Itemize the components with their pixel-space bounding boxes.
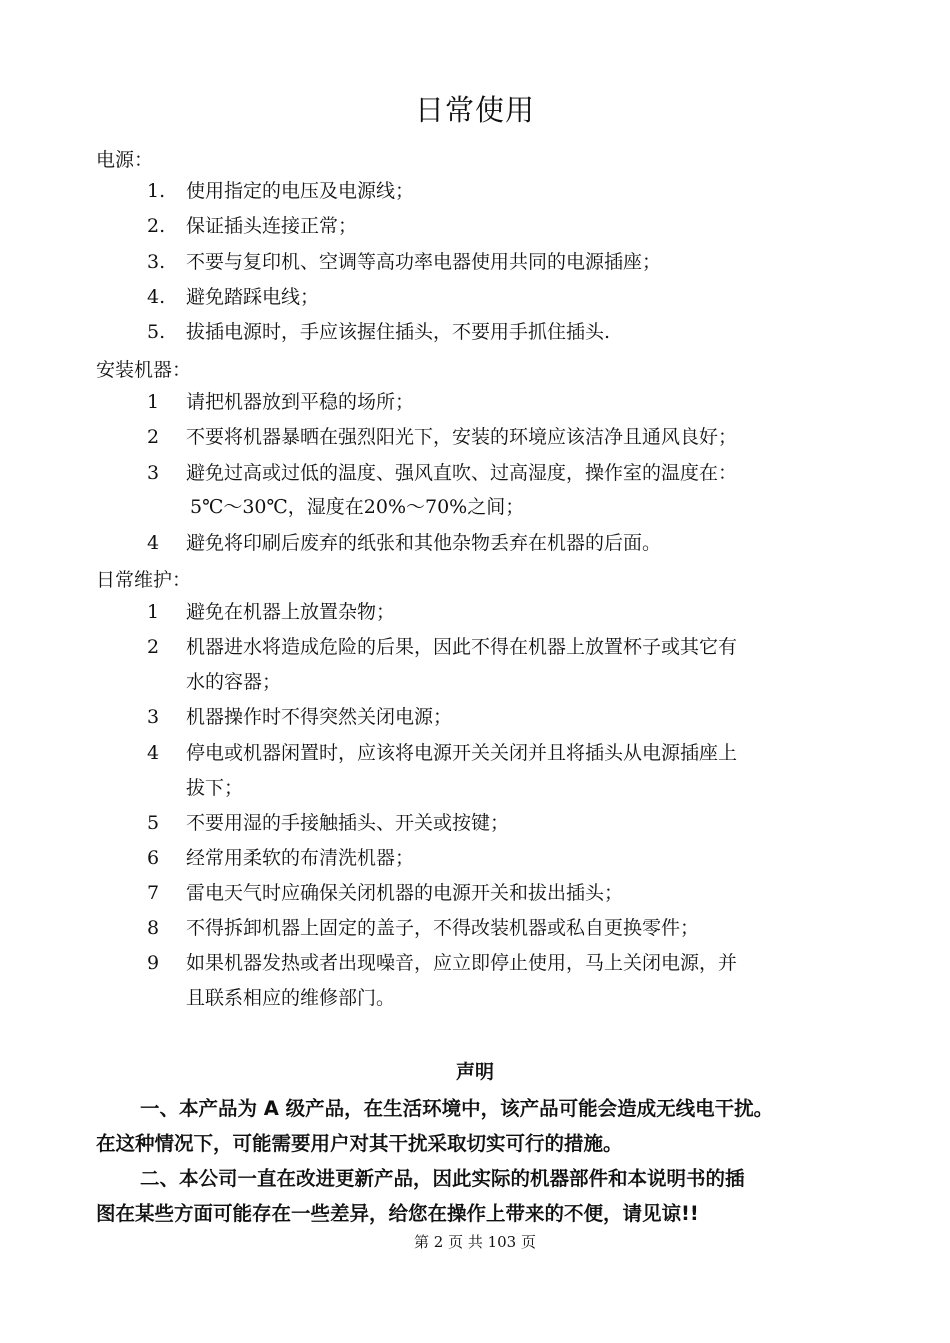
list-text: 经常用柔软的布清洗机器； (186, 847, 415, 869)
list-text: 停电或机器闲置时，应该将电源开关关闭并且将插头从电源插座上 (186, 742, 738, 764)
list-text: 机器操作时不得突然关闭电源； (186, 706, 453, 728)
list-number: 9 (147, 952, 160, 974)
list-text-continuation: 拔下； (186, 777, 244, 799)
list-number: 6 (147, 847, 160, 869)
list-text-continuation: 且联系相应的维修部门。 (186, 987, 396, 1009)
list-number: 7 (147, 882, 160, 904)
list-number: 3 (147, 462, 160, 484)
list-text: 雷电天气时应确保关闭机器的电源开关和拔出插头； (186, 882, 624, 904)
page-number-footer: 第 2 页 共 103 页 (413, 1233, 536, 1251)
section-heading-power: 电源： (96, 149, 154, 171)
section-heading-install: 安装机器： (96, 359, 192, 381)
list-number: 2 (147, 636, 160, 658)
list-text: 不要用湿的手接触插头、开关或按键； (186, 812, 510, 834)
list-number: 1. (147, 180, 166, 202)
list-number: 1 (147, 601, 160, 623)
statement-title: 声明 (455, 1061, 494, 1083)
list-text: 避免过高或过低的温度、强风直吹、过高湿度，操作室的温度在： (186, 462, 738, 484)
statement-paragraph-1-line-1: 一、本产品为 A 级产品，在生活环境中，该产品可能会造成无线电干扰。 (140, 1097, 774, 1120)
list-text-continuation: 5℃～30℃，湿度在20%～70%之间； (190, 496, 525, 518)
list-text: 使用指定的电压及电源线； (186, 180, 415, 202)
list-text: 请把机器放到平稳的场所； (186, 391, 415, 413)
list-text: 如果机器发热或者出现噪音，应立即停止使用，马上关闭电源，并 (186, 952, 738, 974)
list-number: 1 (147, 391, 160, 413)
page-title: 日常使用 (414, 93, 535, 127)
list-text: 不得拆卸机器上固定的盖子，不得改装机器或私自更换零件； (186, 917, 700, 939)
list-number: 3 (147, 706, 160, 728)
list-text: 不要将机器暴晒在强烈阳光下，安装的环境应该洁净且通风良好； (186, 426, 738, 448)
list-number: 5. (147, 321, 166, 343)
list-text: 不要与复印机、空调等高功率电器使用共同的电源插座； (186, 251, 662, 273)
statement-paragraph-2-line-2: 图在某些方面可能存在一些差异，给您在操作上带来的不便，请见谅!! (96, 1202, 699, 1225)
statement-paragraph-2-line-1: 二、本公司一直在改进更新产品，因此实际的机器部件和本说明书的插 (140, 1167, 745, 1190)
section-heading-maintenance: 日常维护： (96, 569, 192, 591)
list-text: 避免踏踩电线； (186, 286, 320, 308)
list-number: 3. (147, 251, 166, 273)
list-number: 4 (147, 742, 160, 764)
list-text: 拔插电源时，手应该握住插头，不要用手抓住插头. (186, 321, 611, 343)
list-number: 5 (147, 812, 160, 834)
list-number: 2. (147, 215, 166, 237)
list-number: 2 (147, 426, 160, 448)
list-text-continuation: 水的容器； (186, 671, 282, 693)
list-number: 8 (147, 917, 160, 939)
list-text: 保证插头连接正常； (186, 215, 358, 237)
list-text: 机器进水将造成危险的后果，因此不得在机器上放置杯子或其它有 (186, 636, 738, 658)
list-number: 4 (147, 532, 160, 554)
list-number: 4. (147, 286, 166, 308)
list-text: 避免在机器上放置杂物； (186, 601, 396, 623)
list-text: 避免将印刷后废弃的纸张和其他杂物丢弃在机器的后面。 (186, 532, 662, 554)
statement-paragraph-1-line-2: 在这种情况下，可能需要用户对其干扰采取切实可行的措施。 (96, 1132, 623, 1155)
